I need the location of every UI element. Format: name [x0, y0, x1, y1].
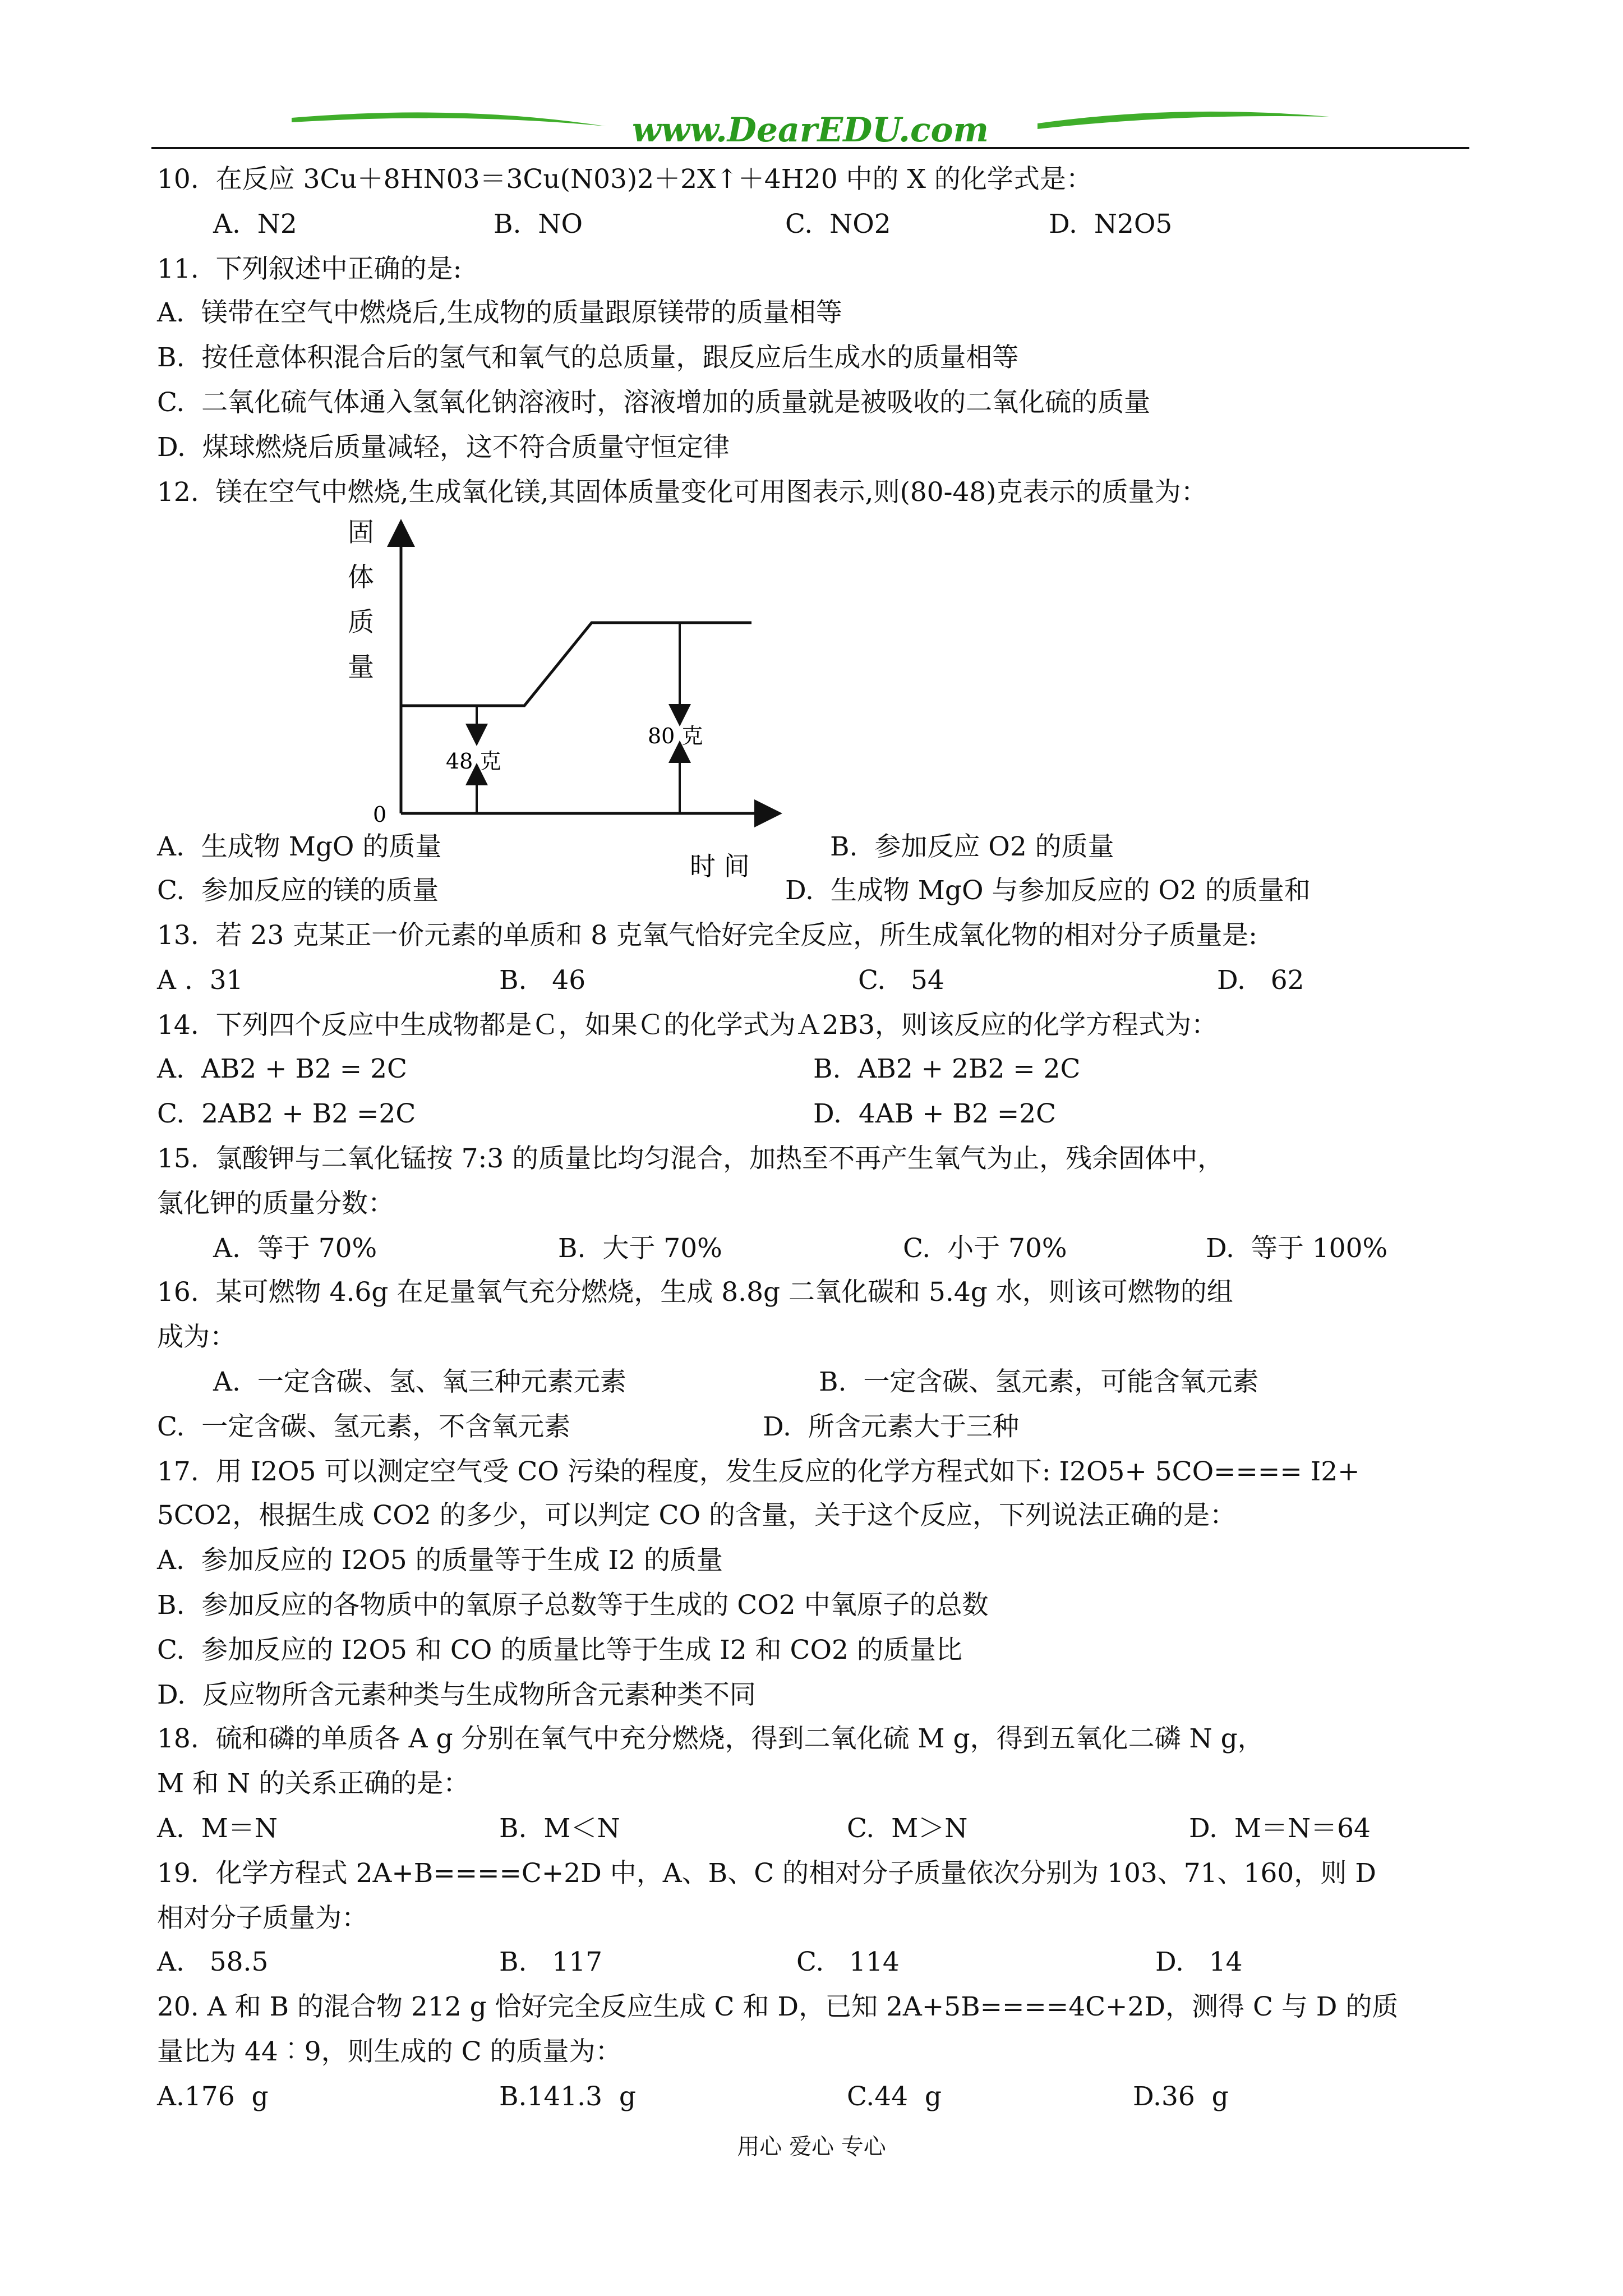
text-line: B. 参加反应 O2 的质量 — [830, 831, 1114, 862]
text-line: D. N2O5 — [1049, 209, 1173, 240]
text-line: A. AB2 + B2 = 2C — [157, 1053, 407, 1084]
origin-label: 0 — [373, 802, 387, 827]
text-line: B. M＜N — [499, 1813, 620, 1844]
text-line: 12. 镁在空气中燃烧,生成氧化镁,其固体质量变化可用图表示,则(80-48)克表示的质量为： — [157, 477, 1207, 508]
text-line: C. 114 — [796, 1947, 900, 1977]
text-line: A. 镁带在空气中燃烧后,生成物的质量跟原镁带的质量相等 — [157, 297, 842, 328]
text-line: M 和 N 的关系正确的是： — [157, 1768, 470, 1799]
text-line: 5CO2，根据生成 CO2 的多少，可以判定 CO 的含量，关于这个反应，下列说法正确的是： — [157, 1500, 1236, 1531]
text-line: A. 等于 70% — [213, 1233, 377, 1264]
text-line: C. 一定含碳、氢元素，不含氧元素 — [157, 1411, 571, 1442]
text-line: D. 煤球燃烧后质量减轻，这不符合质量守恒定律 — [157, 432, 730, 463]
left-swoosh — [292, 112, 606, 126]
text-line: D. 4AB + B2 =2C — [813, 1098, 1057, 1129]
text-line: B.141.3 g — [499, 2081, 636, 2112]
text-line: B. NO — [494, 209, 583, 240]
footer-slogan: 用心 爱心 专心 — [737, 2134, 886, 2160]
text-line: A.176 g — [157, 2081, 269, 2112]
text-line: B. 参加反应的各物质中的氧原子总数等于生成的 CO2 中氧原子的总数 — [157, 1590, 989, 1621]
text-line: D. 反应物所含元素种类与生成物所含元素种类不同 — [157, 1680, 756, 1710]
text-line: A. 生成物 MgO 的质量 — [157, 831, 442, 862]
text-line: D. 生成物 MgO 与参加反应的 O2 的质量和 — [785, 875, 1311, 906]
text-line: 量比为 44︰9，则生成的 C 的质量为： — [157, 2036, 622, 2067]
text-line: B. 一定含碳、氢元素，可能含氧元素 — [819, 1366, 1259, 1397]
text-line: A. 参加反应的 I2O5 的质量等于生成 I2 的质量 — [157, 1545, 723, 1576]
text-line: C. 2AB2 + B2 =2C — [157, 1098, 416, 1129]
mass-time-chart — [336, 516, 796, 886]
text-line: A. 一定含碳、氢、氧三种元素元素 — [213, 1366, 626, 1397]
text-line: D. 等于 100% — [1206, 1233, 1388, 1264]
label-80: 80 克 — [648, 724, 703, 748]
text-line: C. 54 — [858, 965, 944, 996]
text-line: B. 大于 70% — [558, 1233, 722, 1264]
text-line: C. 二氧化硫气体通入氢氧化钠溶液时，溶液增加的质量就是被吸收的二氧化硫的质量 — [157, 387, 1151, 418]
text-line: C.44 g — [847, 2081, 942, 2112]
text-line: 10. 在反应 3Cu＋8HN03＝3Cu(N03)2＋2X↑＋4H20 中的 X 的化学式是： — [157, 164, 1092, 195]
text-line: C. 参加反应的镁的质量 — [157, 875, 439, 906]
ylabel-char: 质 — [348, 607, 374, 638]
label-48: 48 克 — [446, 749, 501, 774]
site-name: www.DearEDU.com — [631, 111, 989, 150]
text-line: 16. 某可燃物 4.6g 在足量氧气充分燃烧，生成 8.8g 二氧化碳和 5.4g 水，则该可燃物的组 — [157, 1277, 1233, 1308]
text-line: B. 46 — [499, 965, 586, 996]
text-line: 相对分子质量为： — [157, 1903, 368, 1934]
text-line: 氯化钾的质量分数： — [157, 1188, 394, 1219]
text-line: D.36 g — [1133, 2081, 1229, 2112]
chart-plot — [336, 516, 796, 886]
mass-curve — [401, 623, 751, 706]
text-line: C. NO2 — [785, 209, 891, 240]
text-line: A. N2 — [213, 209, 297, 240]
ylabel-char: 量 — [348, 652, 374, 683]
text-line: B. 按任意体积混合后的氢气和氧气的总质量，跟反应后生成水的质量相等 — [157, 342, 1019, 373]
text-line: 17. 用 I2O5 可以测定空气受 CO 污染的程度，发生反应的化学方程式如下: I2O5+ 5CO==== I2+ — [157, 1456, 1360, 1487]
text-line: 11. 下列叙述中正确的是: — [157, 254, 462, 284]
ylabel-char: 固 — [348, 517, 374, 548]
text-line: D. 14 — [1155, 1947, 1243, 1977]
text-line: D. M＝N＝64 — [1189, 1813, 1371, 1844]
text-line: 成为： — [157, 1322, 236, 1352]
text-line: 13. 若 23 克某正一价元素的单质和 8 克氧气恰好完全反应，所生成氧化物的相对分子质量是: — [157, 920, 1257, 951]
header-logo — [292, 107, 1329, 157]
text-line: B. AB2 + 2B2 = 2C — [813, 1053, 1081, 1084]
text-line: A. 58.5 — [157, 1947, 269, 1977]
text-line: 20. A 和 B 的混合物 212 g 恰好完全反应生成 C 和 D，已知 2A+5B====4C+2D，测得 C 与 D 的质 — [157, 1991, 1399, 2022]
text-line: C. 小于 70% — [903, 1233, 1067, 1264]
text-line: 18. 硫和磷的单质各 A g 分别在氧气中充分燃烧，得到二氧化硫 M g，得到五氧化二磷 N g， — [157, 1723, 1264, 1754]
text-line: B. 117 — [499, 1947, 603, 1977]
text-line: 14. 下列四个反应中生成物都是Ｃ，如果Ｃ的化学式为Ａ2B3，则该反应的化学方程式为： — [157, 1010, 1218, 1041]
right-swoosh — [1038, 112, 1329, 129]
text-line: C. 参加反应的 I2O5 和 CO 的质量比等于生成 I2 和 CO2 的质量比 — [157, 1635, 962, 1665]
ylabel-char: 体 — [348, 562, 374, 593]
text-line: D. 所含元素大于三种 — [763, 1411, 1019, 1442]
text-line: A. M＝N — [157, 1813, 278, 1844]
header-rule — [151, 147, 1469, 149]
text-line: 15. 氯酸钾与二氧化锰按 7:3 的质量比均匀混合，加热至不再产生氧气为止，残余固体中， — [157, 1143, 1224, 1174]
xlabel: 时 间 — [690, 851, 750, 881]
text-line: C. M＞N — [847, 1813, 968, 1844]
text-line: D. 62 — [1217, 965, 1304, 996]
text-line: 19. 化学方程式 2A+B====C+2D 中，A、B、C 的相对分子质量依次分别为 103、71、160，则 D — [157, 1858, 1376, 1889]
text-line: A . 31 — [157, 965, 243, 996]
